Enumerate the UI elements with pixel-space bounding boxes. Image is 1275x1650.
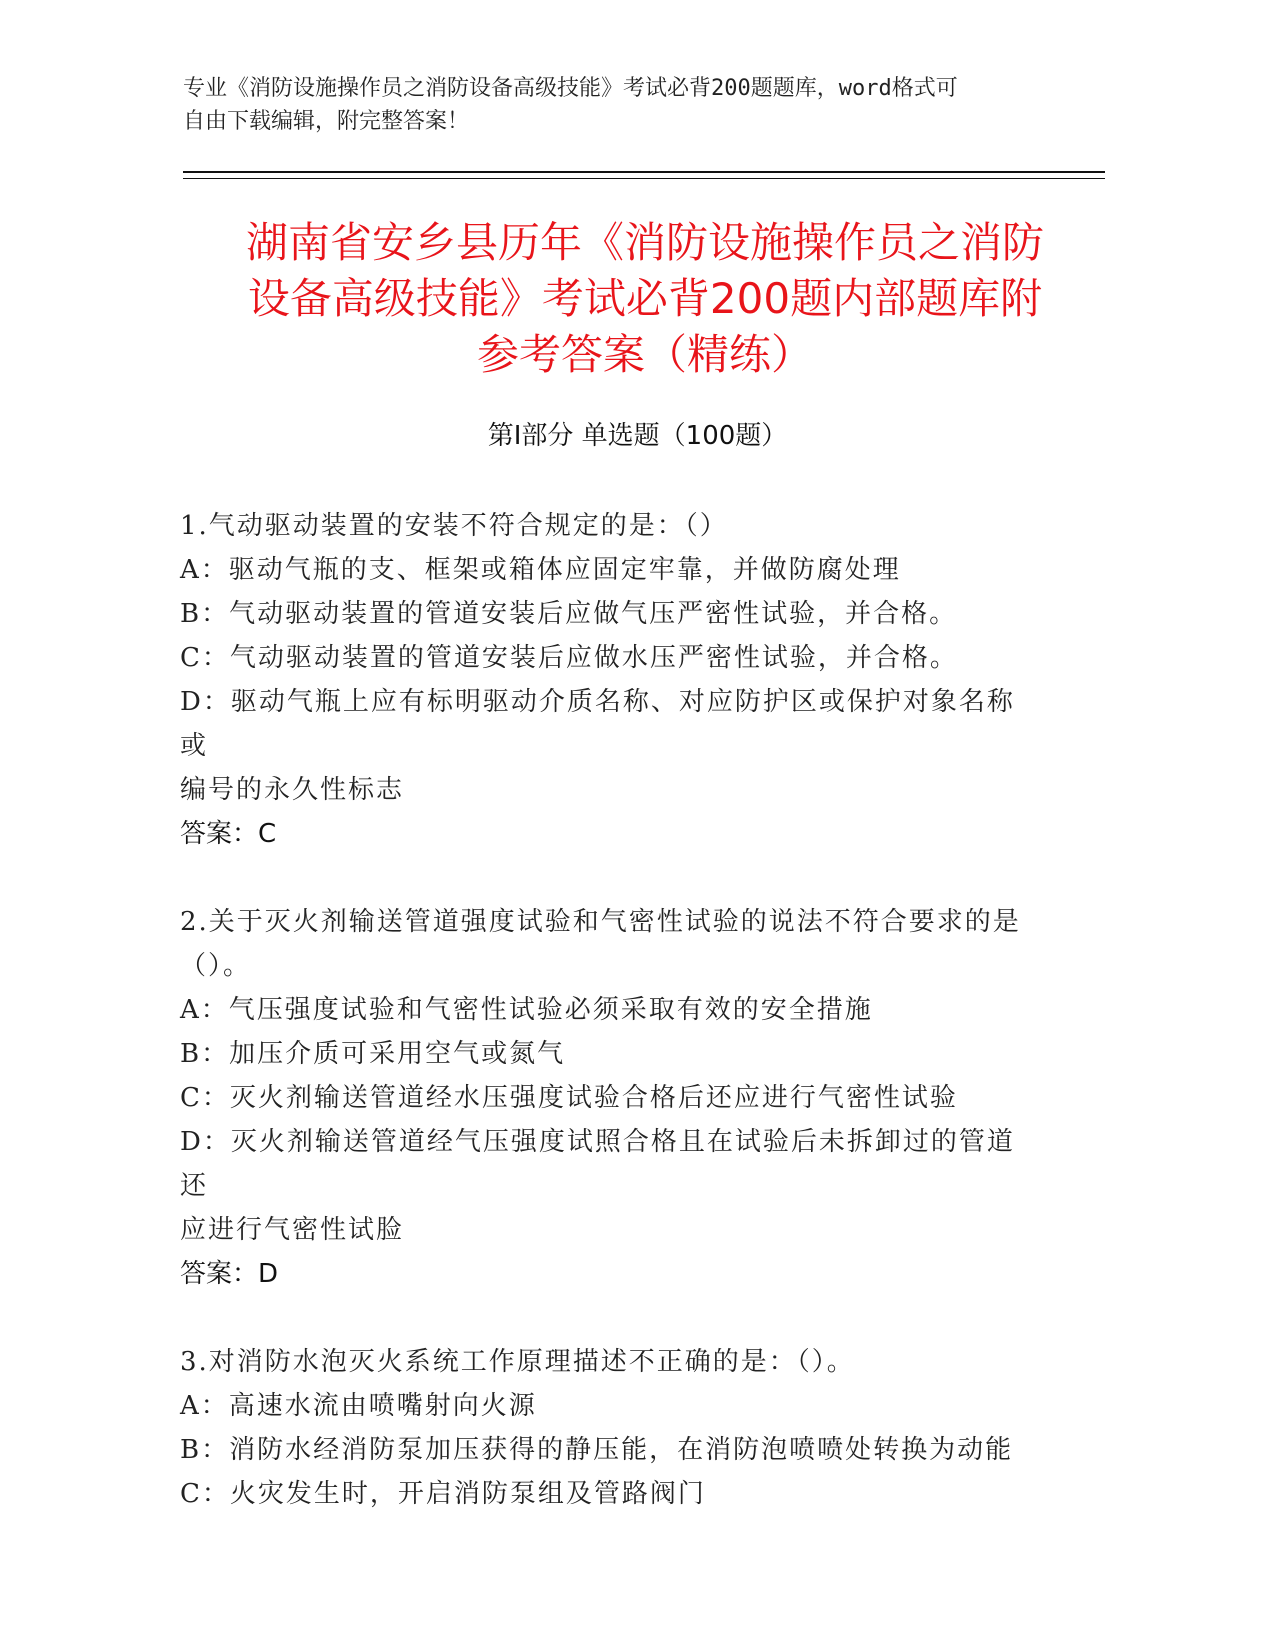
question-stem-continued: （）。 xyxy=(180,951,252,981)
header-note xyxy=(183,72,1073,138)
question-3 xyxy=(180,1340,1040,1516)
header-divider-thin xyxy=(183,178,1105,179)
answer-label: 答案：C xyxy=(180,819,277,849)
option-d-continued: 编号的永久性标志 xyxy=(180,775,405,805)
option-d-continued: 应进行气密性试脸 xyxy=(180,1215,405,1245)
question-1 xyxy=(180,504,1040,856)
option-c: C：灭火剂输送管道经水压强度试验合格后还应进行气密性试验 xyxy=(180,1083,958,1113)
question-2 xyxy=(180,900,1040,1296)
section-heading: 第I部分 单选题（100题） xyxy=(487,421,788,451)
answer-label: 答案：D xyxy=(180,1259,279,1289)
option-b: B：气动驱动装置的管道安装后应做气压严密性试验，并合格。 xyxy=(180,599,958,629)
option-a: A：驱动气瓶的支、框架或箱体应固定牢靠，并做防腐处理 xyxy=(180,555,901,585)
option-d: D：灭火剂输送管道经气压强度试照合格且在试验后未拆卸过的管道还 xyxy=(180,1127,1015,1201)
option-c: C：火灾发生时，开启消防泵组及管路阀门 xyxy=(180,1479,706,1509)
title-line: 湖南省安乡县历年《消防设施操作员之消防 xyxy=(245,218,1044,267)
option-a: A：高速水流由喷嘴射向火源 xyxy=(180,1391,537,1421)
option-b: B：加压介质可采用空气或氮气 xyxy=(180,1039,566,1069)
title-line: 设备高级技能》考试必背200题内部题库附 xyxy=(247,274,1043,323)
document-title xyxy=(160,215,1130,383)
option-d: D：驱动气瓶上应有标明驱动介质名称、对应防护区或保护对象名称或 xyxy=(180,687,1015,761)
header-note-line: 专业《消防设施操作员之消防设备高级技能》考试必背200题题库，word格式可 xyxy=(183,76,958,101)
title-line: 参考答案（精练） xyxy=(476,330,813,379)
option-c: C：气动驱动装置的管道安装后应做水压严密性试验，并合格。 xyxy=(180,643,958,673)
question-stem: 2.关于灭火剂输送管道强度试验和气密性试验的说法不符合要求的是 xyxy=(180,907,1021,937)
question-stem: 3.对消防水泡灭火系统工作原理描述不正确的是：（）。 xyxy=(180,1347,855,1377)
header-note-line: 自由下载编辑，附完整答案！ xyxy=(183,109,470,134)
question-list xyxy=(180,504,1040,1560)
option-b: B：消防水经消防泵加压获得的静压能，在消防泡喷喷处转换为动能 xyxy=(180,1435,1014,1465)
header-divider-thick xyxy=(183,171,1105,173)
option-a: A：气压强度试验和气密性试验必须采取有效的安全措施 xyxy=(180,995,873,1025)
question-stem: 1.气动驱动装置的安装不符合规定的是：（） xyxy=(180,511,728,541)
